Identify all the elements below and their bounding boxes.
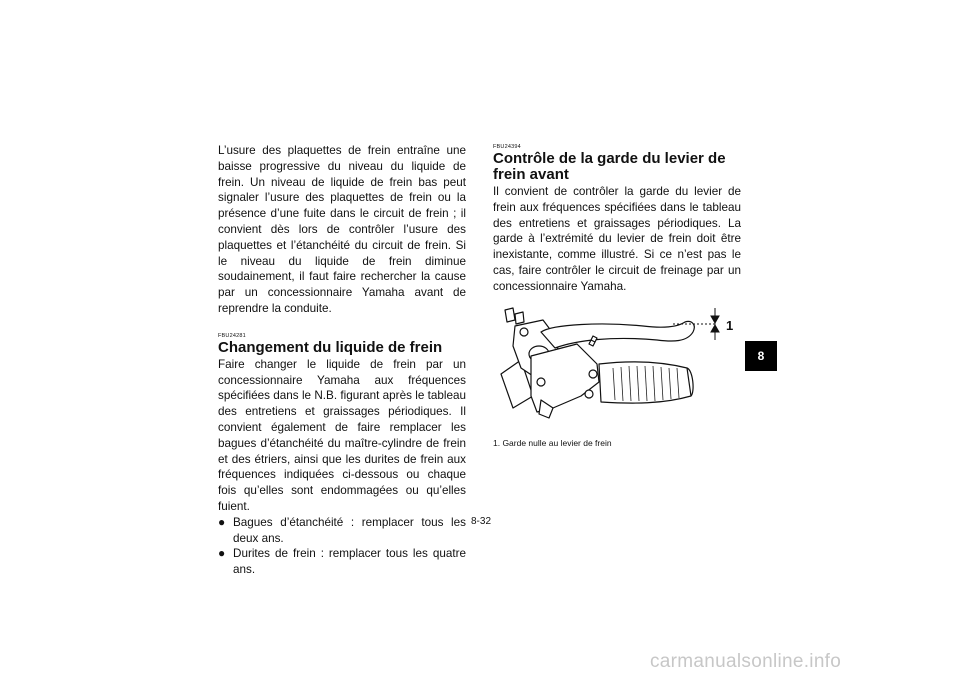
brake-fluid-change-paragraph: Faire changer le liquide de frein par un concessionnaire Yamaha aux fréquences spécifiées dans le N.B. figurant après le tableau des entretiens et graissages périodiques. Il convient également de faire remplacer les bagues d’étanchéité du maître-cylindre de frein et des étriers, ainsi que les durites de frein aux fréquences indiquées ci-dessous ou chaque fois qu’elles sont endommagées ou qu’elles fuient. <box>218 357 466 513</box>
list-item: ● Durites de frein : remplacer tous les quatre ans. <box>218 546 466 577</box>
callout-label: 1 <box>726 318 734 333</box>
watermark: carmanualsonline.info <box>650 651 842 672</box>
replacement-list <box>218 515 466 578</box>
figure-caption: 1. Garde nulle au levier de frein <box>493 438 612 448</box>
page-number: 8-32 <box>471 516 492 527</box>
right-column <box>493 143 741 295</box>
brake-lever-illustration <box>493 296 743 431</box>
section-title-brake-fluid-change: Changement du liquide de frein <box>218 338 443 356</box>
brake-lever-play-paragraph: Il convient de contrôler la garde du levier de frein aux fréquences spécifiées dans le tableau des entretiens et graissages périodiques. La garde à l’extrémité du levier de frein doit être inexistante, comme illustré. Si ce n’est pas le cas, faire contrôler le circuit de freinage par un concessionnaire Yamaha. <box>493 185 741 293</box>
brake-pad-wear-paragraph: L’usure des plaquettes de frein entraîne une baisse progressive du niveau du liquide de frein. Un niveau de liquide de frein bas peut signaler l’usure des plaquettes de frein ou la présence d’une fuite dans le circuit de frein ; il convient dès lors de contrôler l’usure des plaquettes et l’étanchéité du circuit de frein. Si le niveau du liquide de frein diminue soudainement, il faut faire rechercher la cause par un concessionnaire Yamaha avant de reprendre la conduite. <box>218 144 466 315</box>
brake-lever-drawing <box>493 296 743 431</box>
section-code: FBU24281 <box>218 332 246 339</box>
bullet-icon: ● <box>218 546 226 561</box>
bullet-icon: ● <box>218 514 226 529</box>
section-code: FBU24394 <box>493 144 521 150</box>
list-item: ● Bagues d’étanchéité : remplacer tous les deux ans. <box>218 514 466 545</box>
left-column <box>218 143 466 578</box>
section-title-brake-lever-play: Contrôle de la garde du levier de frein avant <box>493 150 726 183</box>
chapter-tab: 8 <box>745 341 777 371</box>
